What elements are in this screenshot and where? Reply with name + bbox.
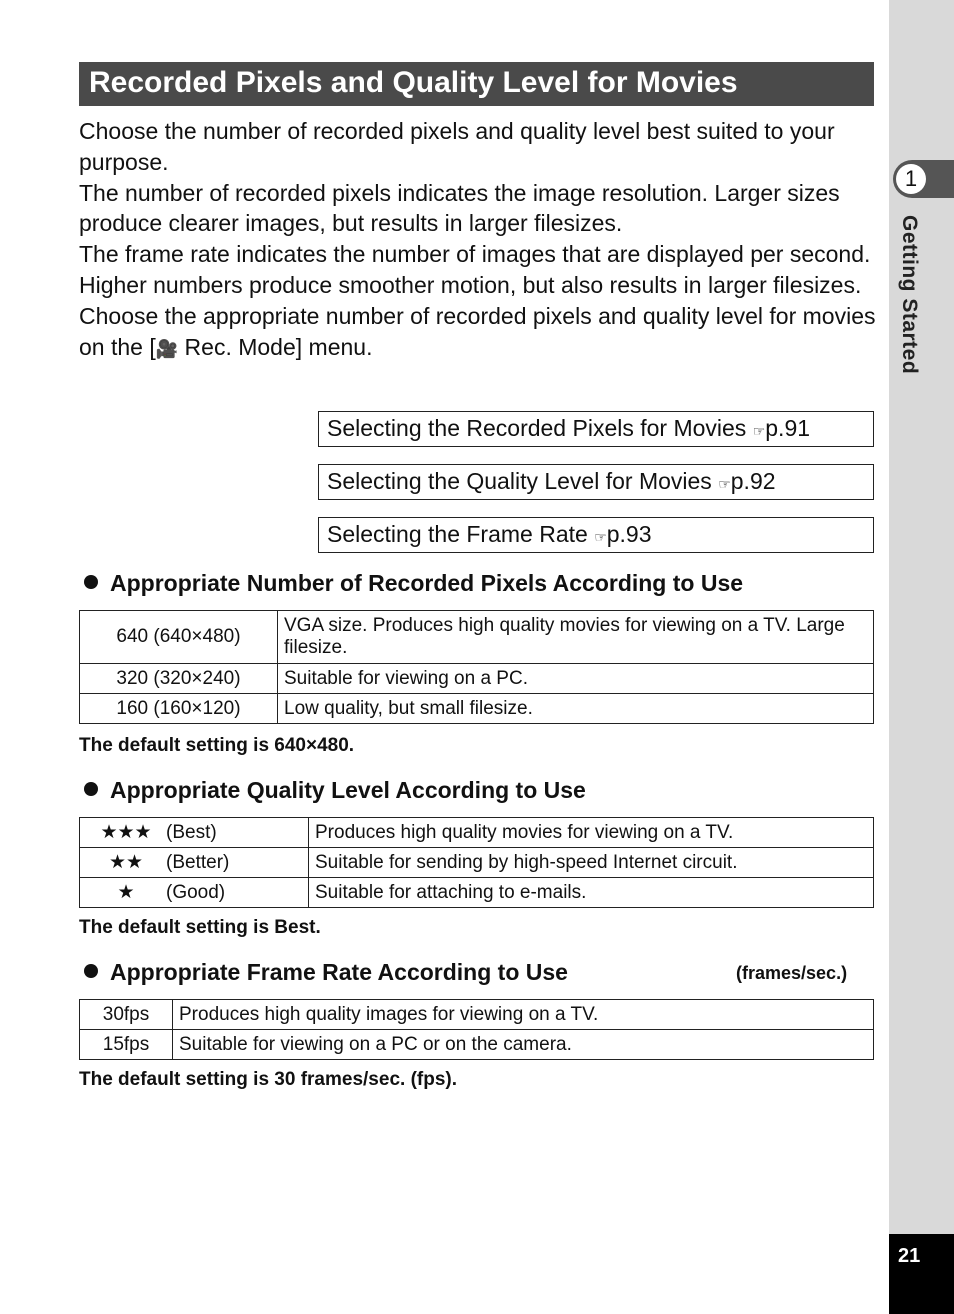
table-row — [80, 878, 874, 908]
quality-table — [79, 817, 874, 908]
movie-camera-icon: 🎥 — [155, 338, 179, 359]
chapter-number: 1 — [896, 164, 926, 194]
cell: 15fps — [80, 1030, 173, 1060]
table-row — [80, 611, 874, 664]
cell: Produces high quality images for viewing on a TV. — [173, 1000, 874, 1030]
ref-page: p.91 — [765, 415, 811, 441]
pixels-default-note: The default setting is 640×480. — [79, 735, 355, 756]
cell: 640 (640×480) — [80, 611, 278, 664]
ref-page: p.93 — [606, 521, 652, 547]
ref-label: Selecting the Recorded Pixels for Movies — [327, 415, 753, 441]
section-heading-quality — [84, 777, 586, 804]
intro-text-part: Choose the appropriate number of recorded pixels and quality level for movies on the [ — [79, 302, 876, 360]
cell: VGA size. Produces high quality movies for viewing on a TV. Large filesize. — [278, 611, 874, 664]
heading-text: Appropriate Number of Recorded Pixels According to Use — [110, 570, 744, 596]
ref-recorded-pixels[interactable] — [318, 411, 874, 447]
table-row — [80, 1000, 874, 1030]
table-row — [80, 848, 874, 878]
table-row — [80, 664, 874, 694]
bullet-icon — [84, 964, 98, 978]
level-label: (Good) — [166, 881, 226, 903]
cell: Produces high quality movies for viewing on a TV. — [309, 818, 874, 848]
cell — [80, 848, 309, 878]
star-rating-icon: ★★★ — [100, 821, 152, 843]
pointing-hand-icon: ☞ — [594, 529, 607, 545]
cell: Suitable for attaching to e-mails. — [309, 878, 874, 908]
table-row — [80, 1030, 874, 1060]
ref-page: p.92 — [730, 468, 776, 494]
heading-text: Appropriate Quality Level According to Use — [110, 777, 586, 803]
star-rating-icon: ★★ — [108, 851, 144, 873]
quality-default-note: The default setting is Best. — [79, 917, 321, 938]
page-number: 21 — [898, 1245, 921, 1267]
cell: Suitable for sending by high-speed Internet circuit. — [309, 848, 874, 878]
ref-label: Selecting the Quality Level for Movies — [327, 468, 719, 494]
ref-frame-rate[interactable] — [318, 517, 874, 553]
framerate-table — [79, 999, 874, 1060]
cell: 320 (320×240) — [80, 664, 278, 694]
cell: Low quality, but small filesize. — [278, 694, 874, 724]
heading-text: Appropriate Frame Rate According to Use — [110, 959, 568, 985]
cell — [80, 878, 309, 908]
intro-paragraph: Choose the number of recorded pixels and quality level best suited to your purpose. — [79, 118, 835, 175]
bullet-icon — [84, 575, 98, 589]
pointing-hand-icon: ☞ — [752, 423, 766, 439]
table-row — [80, 818, 874, 848]
cell: Suitable for viewing on a PC or on the camera. — [173, 1030, 874, 1060]
star-rating-icon: ★ — [117, 881, 135, 903]
intro-text-part: Rec. Mode] menu. — [178, 333, 373, 360]
section-heading-pixels — [84, 570, 743, 597]
framerate-default-note: The default setting is 30 frames/sec. (fps). — [79, 1069, 457, 1090]
cell: 160 (160×120) — [80, 694, 278, 724]
framerate-unit: (frames/sec.) — [736, 963, 848, 983]
intro-paragraph: The number of recorded pixels indicates the image resolution. Larger sizes produce clearer images, but results in larger filesizes. — [79, 179, 840, 237]
level-label: (Better) — [166, 851, 230, 873]
intro-paragraph: The frame rate indicates the number of images that are displayed per second. Higher numbers produce smoother motion, but also results in larger filesizes. — [79, 241, 871, 298]
ref-label: Selecting the Frame Rate — [327, 521, 595, 547]
level-label: (Best) — [166, 821, 217, 843]
chapter-label: Getting Started — [898, 215, 921, 375]
table-row — [80, 694, 874, 724]
cell — [80, 818, 309, 848]
pixels-table — [79, 610, 874, 724]
intro-paragraph — [79, 301, 879, 365]
section-heading-framerate — [84, 959, 568, 986]
ref-quality-level[interactable] — [318, 464, 874, 500]
cell: 30fps — [80, 1000, 173, 1030]
intro-text — [79, 116, 879, 364]
pointing-hand-icon: ☞ — [718, 476, 731, 492]
bullet-icon — [84, 782, 98, 796]
page-title: Recorded Pixels and Quality Level for Movies — [79, 62, 874, 106]
cell: Suitable for viewing on a PC. — [278, 664, 874, 694]
